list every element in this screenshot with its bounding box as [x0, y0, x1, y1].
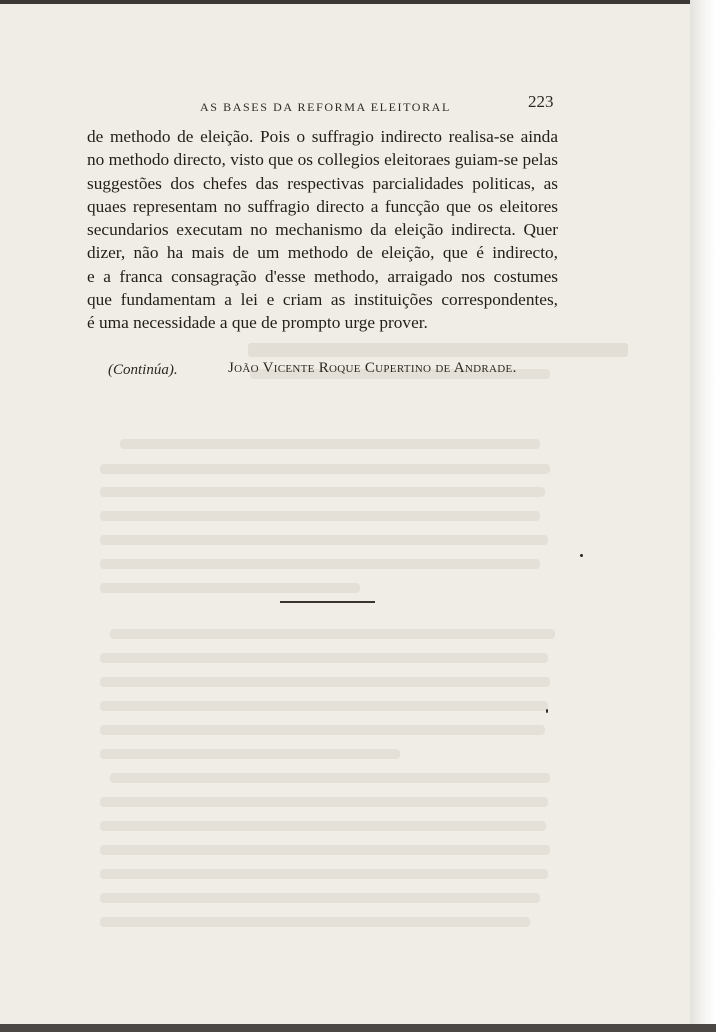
continua-note: (Continúa).	[108, 362, 178, 378]
bleed-through-text	[100, 329, 670, 929]
running-head: AS BASES DA REFORMA ELEITORAL	[200, 100, 451, 114]
bottom-border	[0, 1024, 716, 1032]
text-line: e a franca consagração d'esse methodo, arraigado nos costumes	[87, 266, 558, 286]
text-line: quaes representam no suffragio directo a funcção que os eleitores	[87, 196, 558, 216]
text-line: que fundamentam a lei e criam as instituições correspondentes,	[87, 290, 558, 310]
text-line: suggestões dos chefes das respectivas parcialidades politicas, as	[87, 173, 558, 193]
separator-rule	[280, 601, 375, 603]
text-line: de methodo de eleição. Pois o suffragio indirecto realisa-se ainda	[87, 127, 558, 146]
text-line: é uma necessidade a que de prompto urge prover.	[87, 313, 428, 333]
author-signature: João Vicente Roque Cupertino de Andrade.	[228, 360, 517, 376]
signature-row	[0, 360, 692, 382]
body-text	[87, 125, 558, 335]
book-page	[0, 4, 692, 1024]
text-line: no methodo directo, visto que os collegios eleitoraes guiam-se pelas	[87, 150, 558, 170]
ink-speck	[580, 554, 583, 557]
text-line: dizer, não ha mais de um methodo de eleição, que é indirecto,	[87, 243, 558, 263]
ink-speck	[546, 709, 548, 713]
page-edge-shadow	[690, 0, 716, 1032]
text-line: secundarios executam no mechanismo da eleição indirecta. Quer	[87, 220, 558, 240]
page-number: 223	[528, 92, 554, 111]
